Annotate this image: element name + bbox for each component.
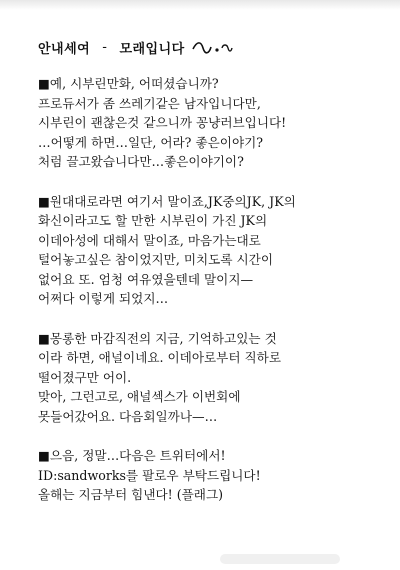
text-line: ■몽롱한 마감직전의 지금, 기억하고있는 것 [38,330,277,346]
paragraph-1 [38,74,388,172]
text-line: 프로듀서가 좀 쓰레기같은 남자입니다만, [38,95,261,111]
paragraph-4 [38,446,388,505]
text-line: 털어놓고싶은 참이었지만, 미치도록 시간이 [38,252,273,267]
text-line: 화신이라고도 할 만한 시부린이 가진 JK의 [38,213,268,228]
text-line: 올해는 지금부터 힘낸다! (플래그) [38,487,224,502]
text-line: 못들어갔어요. 다음회일까나—… [38,408,218,424]
text-line: 맞아, 그런고로, 애널섹스가 이번회에 [38,389,241,404]
page-top-edge [0,0,400,10]
notice-body [38,74,388,525]
author-name: 모래입니다 [119,42,185,57]
text-line: ■원대대로라면 여기서 말이죠,JK중의JK, JK의 [38,193,296,209]
text-line: ■예, 시부린만화, 어떠셨습니까? [38,76,219,91]
header-dash: - [102,40,108,55]
page-bottom-smudge [220,554,340,564]
text-line: ID:sandworks를 팔로우 부탁드립니다! [38,467,261,483]
text-line: 이라 하면, 애널이네요. 이데아로부터 직하로 [38,350,281,365]
text-line: 이데아성에 대해서 말이죠, 마음가는대로 [38,232,261,248]
text-line: 없어요 또. 엄청 여유였을텐데 말이지— [38,271,254,287]
text-line: 처럼 끌고왔습니다만…좋은이야기이? [38,154,244,169]
paragraph-3 [38,329,388,427]
text-line: ■으음, 정말…다음은 트위터에서! [38,448,226,463]
notice-title: 안내세여 [38,42,91,57]
notice-header [38,38,233,57]
text-line: 떨어졌구만 어이. [38,369,132,385]
text-line: …어떻게 하면…일단, 어라? 좋은이야기? [38,134,264,150]
text-line: 어쩌다 이렇게 되었지… [38,291,169,306]
paragraph-2 [38,192,388,309]
text-line: 시부린이 괜찮은것 같으니까 꽁냥러브입니다! [38,115,287,130]
squiggle-doodle-icon [191,39,233,57]
